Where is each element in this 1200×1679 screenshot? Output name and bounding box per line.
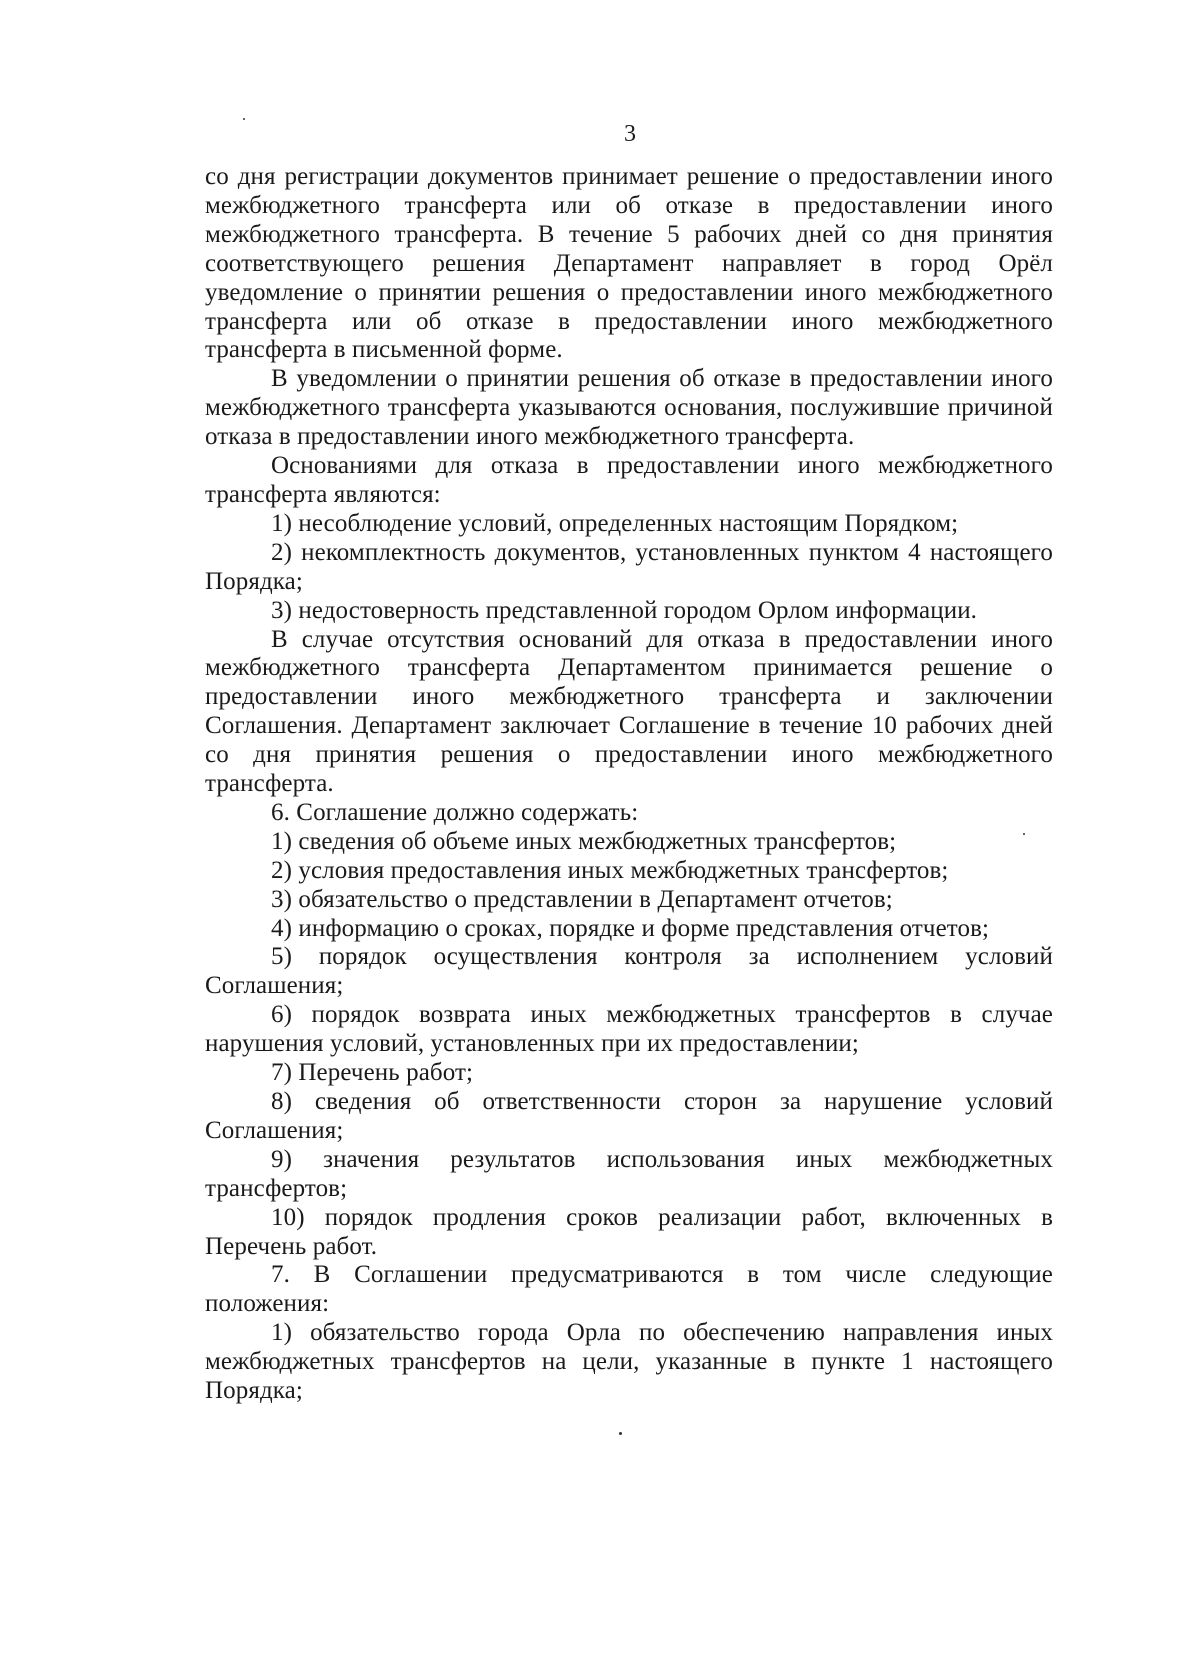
paragraph: В уведомлении о принятии решения об отказе в предоставлении иного межбюджетного трансферта указываются основания, послужившие причиной отказа в предоставлении иного межбюджетного трансферта. [205,365,1053,451]
list-item: 4) информацию о сроках, порядке и форме представления отчетов; [271,914,990,942]
list-item: 7) Перечень работ; [271,1059,474,1087]
list-item: 3) обязательство о представлении в Департамент отчетов; [271,885,893,913]
list-item: 9) значения результатов использования иных межбюджетных трансфертов; [205,1145,1053,1202]
paragraph: В случае отсутствия оснований для отказа в предоставлении иного межбюджетного трансферта Департаментом принимается решение о предоставлении иного межбюджетного трансферта и заключении Соглашения. Департамент заключает Соглашение в течение 10 рабочих дней со дня принятия решения о предоставлении иного межбюджетного трансферта. [205,625,1053,798]
list-item: 2) условия предоставления иных межбюджетных трансфертов; [271,856,949,884]
paragraph: со дня регистрации документов принимает решение о предоставлении иного межбюджетного трансферта или об отказе в предоставлении иного межбюджетного трансферта. В течение 5 рабочих дней со дня принятия соответствующего решения Департамент направляет в город Орёл уведомление о принятии решения о предоставлении иного межбюджетного трансферта или об отказе в предоставлении иного межбюджетного трансферта в письменной форме. [205,163,1053,364]
scan-speck [243,118,245,120]
list-item: 6) порядок возврата иных межбюджетных трансфертов в случае нарушения условий, установленных при их предоставлении; [205,1001,1053,1058]
list-item: 1) сведения об объеме иных межбюджетных трансфертов; [271,827,897,855]
list-item: 3) недостоверность представленной городом Орлом информации. [271,596,978,624]
list-item: 2) некомплектность документов, установленных пунктом 4 настоящего Порядка; [205,538,1053,595]
paragraph: Основаниями для отказа в предоставлении иного межбюджетного трансферта являются: [205,452,1053,508]
document-body [205,163,1053,1406]
page-number: 3 [624,121,636,147]
list-item: 1) обязательство города Орла по обеспечению направления иных межбюджетных трансфертов на цели, указанные в пункте 1 настоящего Порядка; [205,1319,1053,1405]
list-item: 8) сведения об ответственности сторон за нарушение условий Соглашения; [205,1088,1053,1144]
section-heading: 7. В Соглашении предусматриваются в том числе следующие положения: [205,1261,1053,1318]
section-heading: 6. Соглашение должно содержать: [271,798,639,826]
scan-speck [1023,833,1025,835]
scan-speck [619,1432,622,1435]
list-item: 5) порядок осуществления контроля за исполнением условий Соглашения; [205,943,1053,1000]
list-item: 10) порядок продления сроков реализации работ, включенных в Перечень работ. [205,1203,1053,1260]
list-item: 1) несоблюдение условий, определенных настоящим Порядком; [271,509,959,537]
